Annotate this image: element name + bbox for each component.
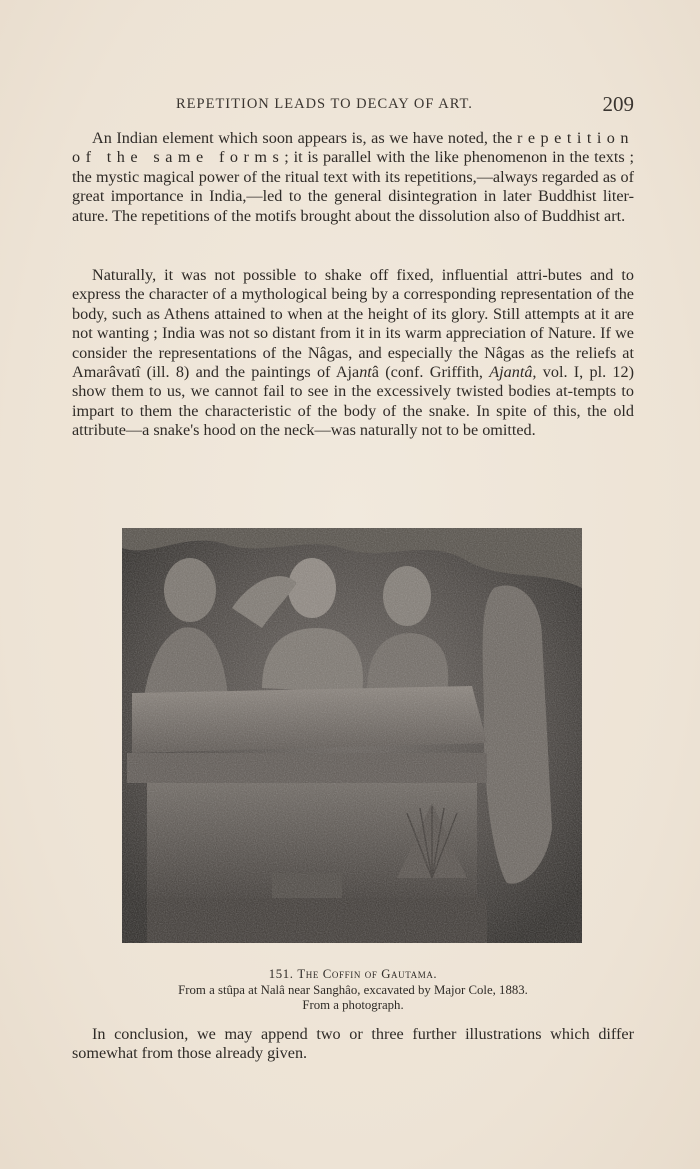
running-title: REPETITION LEADS TO DECAY OF ART. (176, 96, 473, 112)
paragraph-nagas (72, 266, 634, 441)
paragraph-repetition (72, 129, 634, 226)
paragraph-conclusion (72, 1025, 634, 1064)
figure-title: The Coffin of Gautama. (297, 967, 438, 981)
relief-photograph (122, 528, 582, 943)
ajanta-italic-fragment: nt (359, 363, 372, 382)
paragraph-2-text-a: Naturally, it was not possible to shake off fixed, influential attri-butes and to express the character of a mythological being by a corresponding representation of the body, such as Athens attained to when at the height of its glory. Still attempts at it are not wanting ; India was not so distant from it in its warm appreciation of Nature. If we consider the representations of the Nâgas, and especially the Nâgas as the reliefs at Amarâvatî (ill. 8) and the paintings of Aja (72, 266, 634, 382)
figure-caption-title (72, 967, 634, 983)
paragraph-3-text: In conclusion, we may append two or three further illustrations which differ somewhat from those already given. (72, 1025, 634, 1063)
paragraph-1-text-b: ; it is parallel with the like phenomenon in the texts ; the mystic magical power of the ritual text with its repetitions,—always regarded as of great importance in India,—led to the general disintegration in later Buddhist liter-ature. The repetitions of the motifs brought about the dissolution also of Buddhist art. (72, 148, 635, 225)
paragraph-2-text-b: â (conf. Griffith, (371, 363, 490, 382)
paragraph-1-text-a: An Indian element which soon appears is, as we have noted, the (92, 129, 517, 147)
page-number: 209 (602, 92, 634, 116)
coffin-relief-image (122, 528, 582, 943)
ajanta-book-title: Ajantâ, (489, 363, 537, 382)
figure-note: From a photograph. (302, 998, 404, 1012)
spaced-emphasis: repetition of the same forms (72, 129, 634, 167)
paragraph-2-text-c: vol. I, pl. 12) show them to us, we cannot fail to see in the excessively twisted bodies at-tempts to impart to them the characteristic of the body of the snake. In spite of this, the old attribute—a snake's hood on the neck—was naturally not to be omitted. (72, 363, 634, 440)
running-head (72, 92, 634, 116)
figure-source: From a stûpa at Nalâ near Sanghâo, excavated by Major Cole, 1883. (178, 983, 528, 997)
figure-number: 151. (268, 967, 294, 981)
